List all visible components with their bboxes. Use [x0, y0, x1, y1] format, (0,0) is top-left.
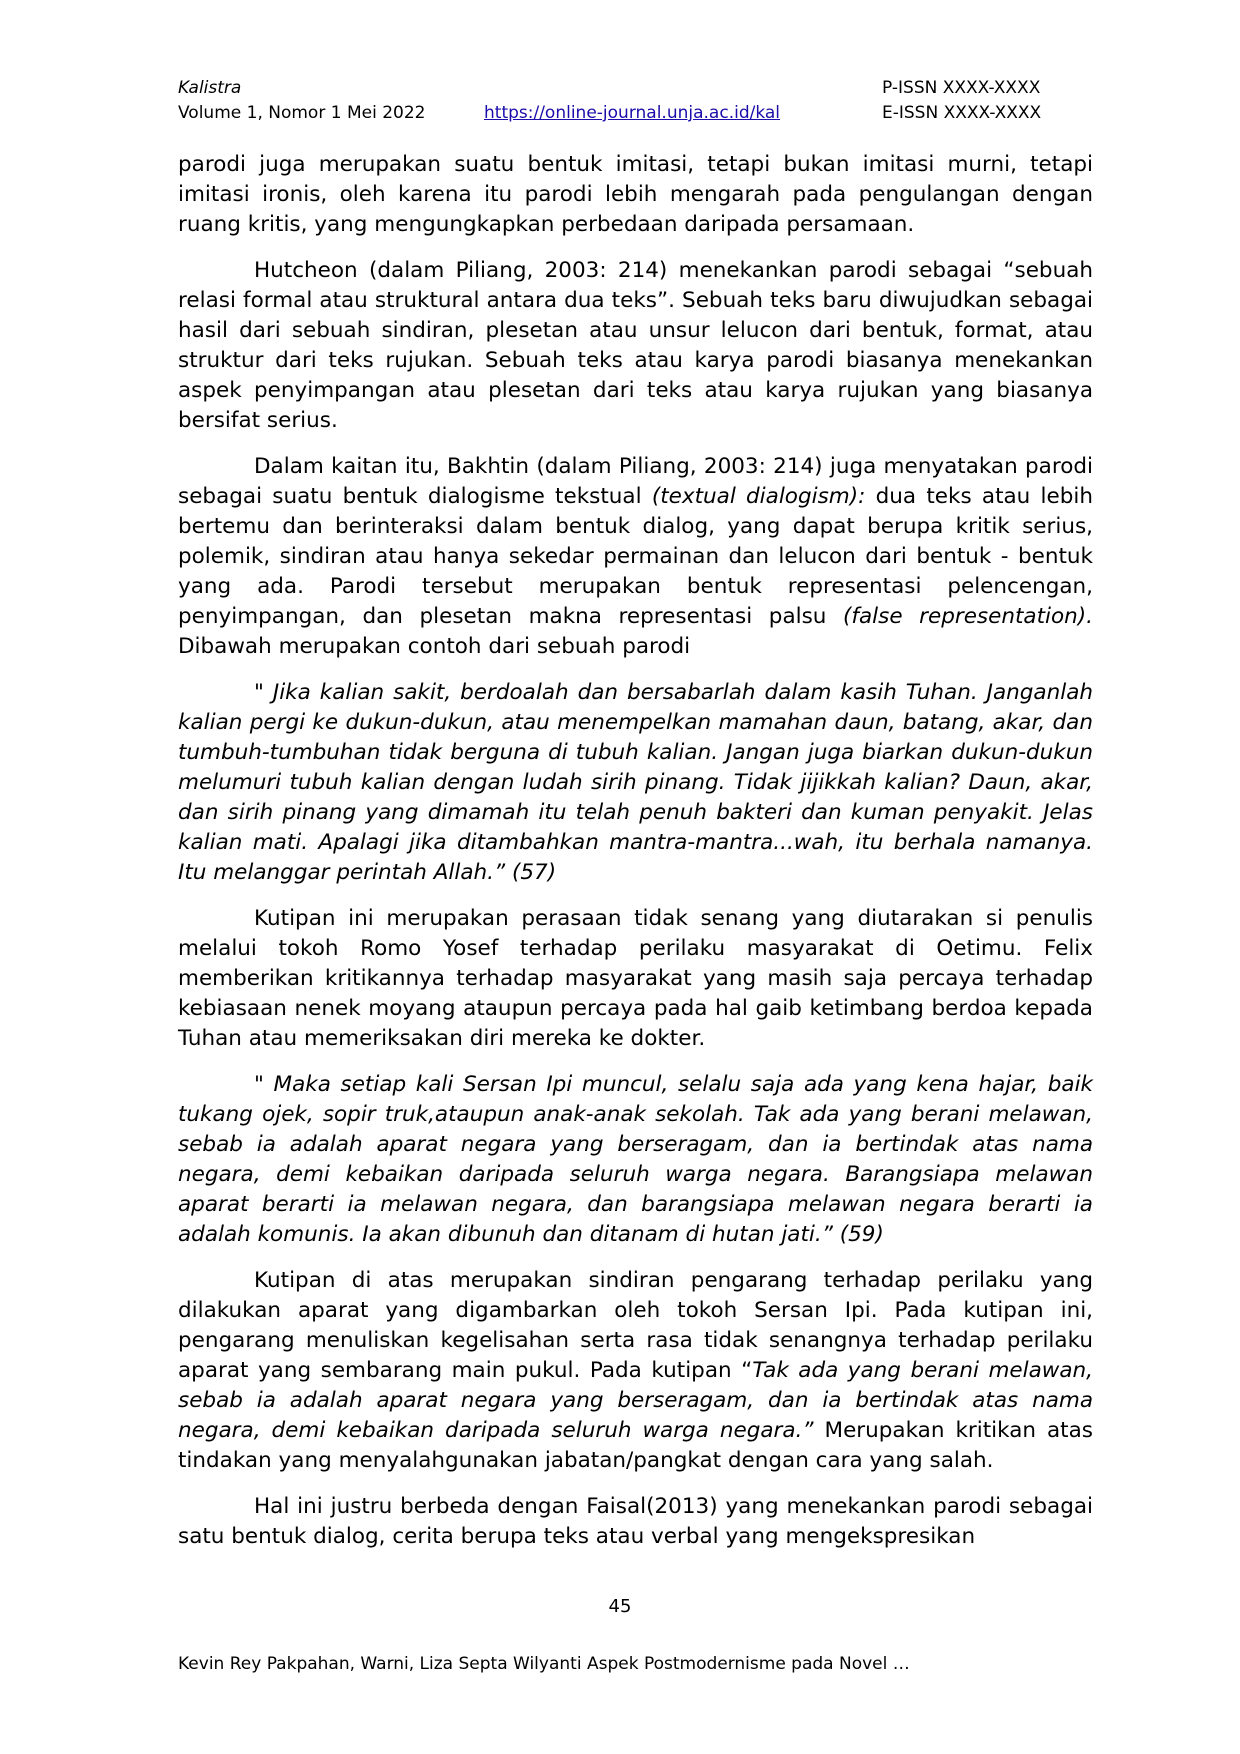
quote-2-text: Maka setiap kali Sersan Ipi muncul, selalu saja ada yang kena hajar, baik tukang ojek, sopir truk,ataupun anak-anak sekolah. Tak ada yang berani melawan, sebab ia adalah aparat negara yang berseragam, dan ia bertindak atas nama negara, demi kebaikan daripada seluruh warga negara. Barangsiapa melawan aparat berarti ia melawan negara, dan barangsiapa melawan negara berarti ia adalah komunis. Ia akan dibunuh dan ditanam di hutan jati.” (59)	[178, 1072, 1093, 1247]
paragraph-5-inline-quote: Tak ada yang berani melawan, sebab ia adalah aparat negara yang berseragam, dan ia bertindak atas nama negara, demi kebaikan daripada seluruh warga negara.”	[178, 1358, 1093, 1443]
block-quote-2	[178, 1070, 1093, 1250]
paragraph-3-text-a: Dalam kaitan itu, Bakhtin (dalam Piliang, 2003: 214) juga menyatakan parodi sebagai suatu bentuk dialogisme tekstual	[178, 454, 1093, 509]
paragraph-5-text-a: Kutipan di atas merupakan sindiran pengarang terhadap perilaku yang dilakukan aparat yang digambarkan oleh tokoh Sersan Ipi. Pada kutipan ini, pengarang menuliskan kegelisahan serta rasa tidak senangnya terhadap perilaku aparat yang sembarang main pukul. Pada kutipan “	[178, 1268, 1093, 1383]
p-issn: P-ISSN XXXX-XXXX	[882, 78, 1041, 98]
paragraph-6: Hal ini justru berbeda dengan Faisal(2013) yang menekankan parodi sebagai satu bentuk dialog, cerita berupa teks atau verbal yang mengekspresikan	[178, 1494, 1093, 1549]
paragraph-3-term-b: (false representation).	[843, 604, 1093, 629]
quote-1-mark: "	[254, 680, 264, 705]
quote-2-mark: "	[254, 1072, 264, 1097]
paragraph-4: Kutipan ini merupakan perasaan tidak senang yang diutarakan si penulis melalui tokoh Romo Yosef terhadap perilaku masyarakat di Oetimu. Felix memberikan kritikannya terhadap masyarakat yang masih saja percaya terhadap kebiasaan nenek moyang ataupun percaya pada hal gaib ketimbang berdoa kepada Tuhan atau memeriksakan diri mereka ke dokter.	[178, 906, 1093, 1051]
paragraph-3-term-a: (textual dialogism):	[651, 484, 866, 509]
header-row-2	[178, 101, 1062, 126]
volume-info: Volume 1, Nomor 1 Mei 2022	[178, 103, 426, 123]
paragraph-3-text-b: dua teks atau lebih bertemu dan berinteraksi dalam bentuk dialog, yang dapat berupa kritik serius, polemik, sindiran atau hanya sekedar permainan dan lelucon dari bentuk - bentuk yang ada. Parodi tersebut merupakan bentuk representasi pelencengan, penyimpangan, dan plesetan makna representasi palsu	[178, 484, 1094, 629]
paragraph-1: parodi juga merupakan suatu bentuk imitasi, tetapi bukan imitasi murni, tetapi imitasi ironis, oleh karena itu parodi lebih mengarah pada pengulangan dengan ruang kritis, yang mengungkapkan perbedaan daripada persamaan.	[178, 152, 1093, 237]
header-row-1	[178, 76, 1062, 101]
paragraph-5-text-b: Merupakan kritikan atas tindakan yang menyalahgunakan jabatan/pangkat dengan cara yang salah.	[178, 1418, 1093, 1473]
page-number: 45	[608, 1596, 632, 1617]
paragraph-3	[178, 452, 1093, 662]
article-body	[178, 150, 1093, 1568]
paragraph-2: Hutcheon (dalam Piliang, 2003: 214) menekankan parodi sebagai “sebuah relasi formal atau struktural antara dua teks”. Sebuah teks baru diwujudkan sebagai hasil dari sebuah sindiran, plesetan atau unsur lelucon dari bentuk, format, atau struktur dari teks rujukan. Sebuah teks atau karya parodi biasanya menekankan aspek penyimpangan atau plesetan dari teks atau karya rujukan yang biasanya bersifat serius.	[178, 258, 1093, 433]
e-issn: E-ISSN XXXX-XXXX	[882, 103, 1042, 123]
quote-1-text: Jika kalian sakit, berdoalah dan bersabarlah dalam kasih Tuhan. Janganlah kalian pergi ke dukun-dukun, atau menempelkan mamahan daun, batang, akar, dan tumbuh-tumbuhan tidak berguna di tubuh kalian. Jangan juga biarkan dukun-dukun melumuri tubuh kalian dengan ludah sirih pinang. Tidak jijikkah kalian? Daun, akar, dan sirih pinang yang dimamah itu telah penuh bakteri dan kuman penyakit. Jelas kalian mati. Apalagi jika ditambahkan mantra-mantra...wah, itu berhala namanya. Itu melanggar perintah Allah.” (57)	[178, 680, 1093, 885]
journal-name: Kalistra	[178, 78, 242, 98]
page-footer: Kevin Rey Pakpahan, Warni, Liza Septa Wilyanti Aspek Postmodernisme pada Novel …	[178, 1654, 910, 1674]
paragraph-3-text-c: Dibawah merupakan contoh dari sebuah parodi	[178, 634, 691, 659]
block-quote-1	[178, 678, 1093, 888]
journal-url-link[interactable]: https://online-journal.unja.ac.id/kal	[484, 103, 781, 123]
page-header	[178, 76, 1062, 126]
paragraph-5	[178, 1266, 1093, 1476]
